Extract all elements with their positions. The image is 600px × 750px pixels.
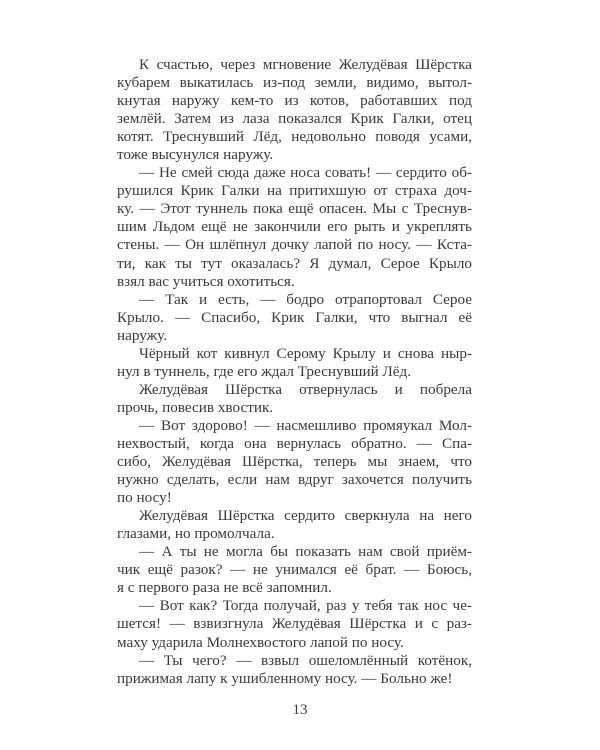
text-line: взял вас учиться охотиться. <box>117 272 295 290</box>
text-line: маху ударила Молнехвостого лапой по носу. <box>117 633 404 651</box>
text-line: прочь, повесив хвостик. <box>117 398 274 416</box>
paragraph <box>117 164 472 290</box>
text-line: Желудёвая Шёрстка отвернулась и побрела <box>139 380 472 398</box>
text-line: по носу! <box>117 489 172 507</box>
text-line: — Так и есть, — бодро отрапортовал Серое <box>139 290 472 308</box>
text-line: ти, как ты тут оказалась? Я думал, Серое Крыло <box>117 254 472 272</box>
paragraph <box>117 345 472 381</box>
text-line: рушился Крик Галки на притихшую от страха доч- <box>117 182 472 200</box>
paragraph <box>117 381 472 417</box>
text-line: глазами, но промолчала. <box>117 525 275 543</box>
text-line: нул в туннель, где его ждал Треснувший Лёд. <box>117 362 412 380</box>
page-number: 13 <box>292 702 308 718</box>
paragraph <box>117 507 472 543</box>
page-body-text <box>117 56 472 688</box>
text-line: землёй. Затем из лаза показался Крик Галки, отец <box>117 110 472 128</box>
text-line: нехвостый, когда она вернулась обратно. — Спа- <box>117 434 472 452</box>
text-line: Крыло. — Спасибо, Крик Галки, что выгнал её <box>117 308 472 326</box>
text-line: Желудёвая Шёрстка сердито сверкнула на него <box>139 507 472 525</box>
text-line: — Вот здорово! — насмешливо промяукал Мол- <box>139 416 472 434</box>
paragraph <box>117 291 472 345</box>
text-line: прижимая лапу к ушибленному носу. — Больно же! <box>117 669 453 687</box>
text-line: кнутая наружу кем-то из котов, работавших под <box>117 92 472 110</box>
paragraph <box>117 543 472 597</box>
paragraph <box>117 597 472 651</box>
text-line: К счастью, через мгновение Желудёвая Шёрстка <box>139 56 472 73</box>
text-line: чик ещё разок? — не унимался её брат. — Боюсь, <box>117 561 472 579</box>
paragraph <box>117 417 472 507</box>
text-line: котят. Треснувший Лёд, недовольно поводя усами, <box>117 128 472 146</box>
text-line: нужно сделать, если нам вдруг захочется получить <box>117 471 472 489</box>
text-line: кубарем выкатилась из-под земли, видимо, вытол- <box>117 74 472 92</box>
text-line: Чёрный кот кивнул Серому Крылу и снова ныр- <box>139 344 472 362</box>
paragraph <box>117 56 472 164</box>
text-line: наружу. <box>117 326 168 344</box>
text-line: шим Льдом ещё не закончили его рыть и укреплять <box>117 218 472 236</box>
text-line: ку. — Этот туннель пока ещё опасен. Мы с Треснув- <box>117 200 472 218</box>
text-line: — Вот как? Тогда получай, раз у тебя так нос че- <box>139 597 472 615</box>
text-line: — Не смей сюда даже носа совать! — сердито об- <box>139 164 472 182</box>
text-line: — А ты не могла бы показать нам свой приём- <box>139 543 472 561</box>
text-line: стены. — Он шлёпнул дочку лапой по носу. — Кста- <box>117 236 472 254</box>
text-line: тоже высунулся наружу. <box>117 146 274 164</box>
text-line: шется! — взвизгнула Желудёвая Шёрстка и с раз- <box>117 615 472 633</box>
text-line: — Ты чего? — взвыл ошеломлённый котёнок, <box>139 651 472 669</box>
text-line: сибо, Желудёвая Шёрстка, теперь мы знаем, что <box>117 453 472 471</box>
text-line: я с первого раза не всё запомнил. <box>117 579 332 597</box>
paragraph <box>117 652 472 688</box>
